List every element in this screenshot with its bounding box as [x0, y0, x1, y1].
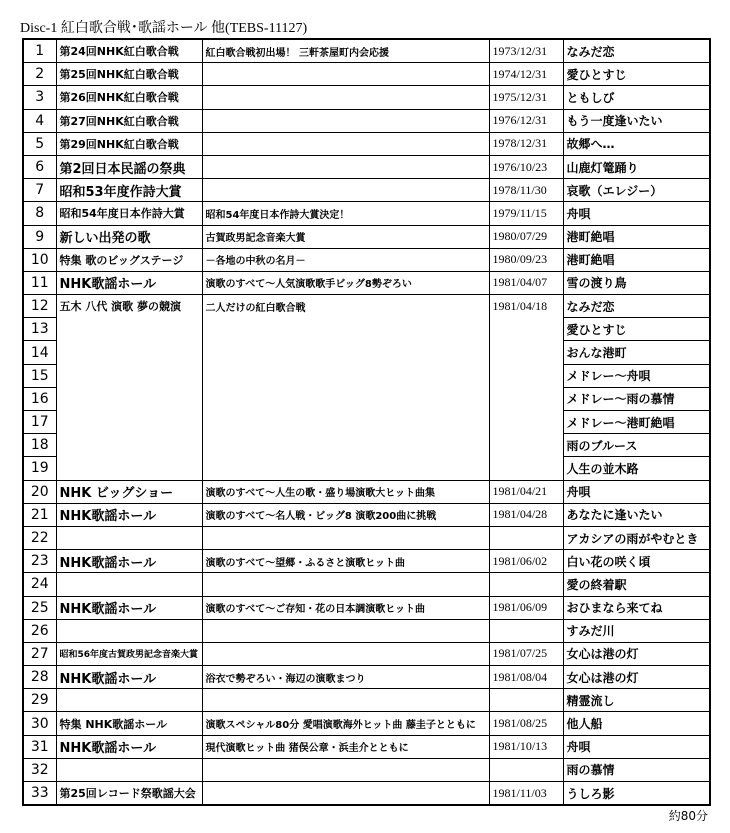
program-name — [56, 689, 202, 712]
broadcast-date — [489, 619, 563, 642]
song-title: あなたに逢いたい — [563, 503, 710, 526]
program-name — [56, 573, 202, 596]
track-number: 11 — [23, 271, 56, 294]
song-title: もう一度逢いたい — [563, 109, 710, 132]
table-row — [23, 596, 710, 619]
song-title: 港町絶唱 — [563, 248, 710, 271]
program-note — [202, 86, 489, 109]
song-title: メドレー～港町絶唱 — [563, 411, 710, 434]
track-number: 19 — [23, 457, 56, 480]
song-title: メドレー～舟唄 — [563, 364, 710, 387]
track-number: 2 — [23, 63, 56, 86]
table-row — [23, 550, 710, 573]
track-number: 29 — [23, 689, 56, 712]
track-number: 23 — [23, 550, 56, 573]
program-name: NHK歌謡ホール — [56, 735, 202, 758]
song-title: 舟唄 — [563, 480, 710, 503]
track-number: 30 — [23, 712, 56, 735]
broadcast-date: 1978/12/31 — [489, 132, 563, 155]
broadcast-date: 1981/06/09 — [489, 596, 563, 619]
track-number: 24 — [23, 573, 56, 596]
track-number: 26 — [23, 619, 56, 642]
track-number: 8 — [23, 202, 56, 225]
song-title: 哀歌（エレジー） — [563, 179, 710, 202]
track-number: 9 — [23, 225, 56, 248]
program-note: 現代演歌ヒット曲 猪俣公章・浜圭介とともに — [202, 735, 489, 758]
program-note — [202, 642, 489, 665]
table-row — [23, 480, 710, 503]
song-title: 雪の渡り鳥 — [563, 271, 710, 294]
track-number: 20 — [23, 480, 56, 503]
track-number: 32 — [23, 758, 56, 781]
program-note — [202, 318, 489, 341]
broadcast-date: 1976/10/23 — [489, 155, 563, 178]
program-name: 第27回NHK紅白歌合戦 — [56, 109, 202, 132]
program-note: 演歌のすべて～人生の歌・盛り場演歌大ヒット曲集 — [202, 480, 489, 503]
track-number: 28 — [23, 666, 56, 689]
broadcast-date — [489, 689, 563, 712]
page-title: Disc-1 紅白歌合戦･歌謡ホール 他(TEBS-11127) — [20, 21, 308, 36]
broadcast-date: 1981/04/28 — [489, 503, 563, 526]
program-name: 第26回NHK紅白歌合戦 — [56, 86, 202, 109]
program-note: 演歌スペシャル80分 愛唱演歌海外ヒット曲 藤圭子とともに — [202, 712, 489, 735]
broadcast-date — [489, 758, 563, 781]
track-number: 22 — [23, 526, 56, 549]
track-table — [22, 38, 711, 806]
song-title: 雨のブルース — [563, 434, 710, 457]
track-number: 27 — [23, 642, 56, 665]
song-title: うしろ影 — [563, 782, 710, 806]
song-title: 女心は港の灯 — [563, 666, 710, 689]
broadcast-date: 1981/08/25 — [489, 712, 563, 735]
track-number: 25 — [23, 596, 56, 619]
program-note — [202, 689, 489, 712]
track-number: 5 — [23, 132, 56, 155]
table-row — [23, 155, 710, 178]
broadcast-date: 1975/12/31 — [489, 86, 563, 109]
program-note — [202, 109, 489, 132]
broadcast-date — [489, 411, 563, 434]
program-note — [202, 619, 489, 642]
song-title: 雨の慕情 — [563, 758, 710, 781]
track-number: 10 — [23, 248, 56, 271]
table-row — [23, 411, 710, 434]
table-row — [23, 63, 710, 86]
program-name: 第2回日本民謡の祭典 — [56, 155, 202, 178]
track-number: 4 — [23, 109, 56, 132]
program-note — [202, 179, 489, 202]
song-title: なみだ恋 — [563, 295, 710, 318]
program-name: 新しい出発の歌 — [56, 225, 202, 248]
broadcast-date: 1981/04/21 — [489, 480, 563, 503]
song-title: 港町絶唱 — [563, 225, 710, 248]
program-name: 第29回NHK紅白歌合戦 — [56, 132, 202, 155]
track-number: 12 — [23, 295, 56, 318]
broadcast-date: 1976/12/31 — [489, 109, 563, 132]
program-note — [202, 387, 489, 410]
program-note: 浴衣で勢ぞろい・海辺の演歌まつり — [202, 666, 489, 689]
song-title: 女心は港の灯 — [563, 642, 710, 665]
table-row — [23, 782, 710, 806]
program-name — [56, 387, 202, 410]
broadcast-date — [489, 573, 563, 596]
program-name: 昭和53年度作詩大賞 — [56, 179, 202, 202]
broadcast-date: 1981/06/02 — [489, 550, 563, 573]
song-title: 愛の終着駅 — [563, 573, 710, 596]
program-name — [56, 526, 202, 549]
program-note: 昭和54年度日本作詩大賞決定！ — [202, 202, 489, 225]
table-row — [23, 689, 710, 712]
program-note: 演歌のすべて～名人戦・ビッグ8 演歌200曲に挑戦 — [202, 503, 489, 526]
song-title: メドレー～雨の慕情 — [563, 387, 710, 410]
track-number: 1 — [23, 39, 56, 63]
program-note — [202, 411, 489, 434]
program-name: 第24回NHK紅白歌合戦 — [56, 39, 202, 63]
program-name: NHK歌謡ホール — [56, 271, 202, 294]
table-row — [23, 225, 710, 248]
song-title: 舟唄 — [563, 735, 710, 758]
song-title: 愛ひとすじ — [563, 63, 710, 86]
program-name: 特集 歌のビッグステージ — [56, 248, 202, 271]
track-number: 33 — [23, 782, 56, 806]
table-row — [23, 39, 710, 63]
program-name: NHK歌謡ホール — [56, 666, 202, 689]
table-row — [23, 86, 710, 109]
song-title: 愛ひとすじ — [563, 318, 710, 341]
broadcast-date — [489, 364, 563, 387]
program-name — [56, 341, 202, 364]
broadcast-date: 1981/11/03 — [489, 782, 563, 806]
program-note: 演歌のすべて～ご存知・花の日本調演歌ヒット曲 — [202, 596, 489, 619]
broadcast-date: 1979/11/15 — [489, 202, 563, 225]
track-number: 18 — [23, 434, 56, 457]
program-name — [56, 434, 202, 457]
table-row — [23, 248, 710, 271]
program-note — [202, 341, 489, 364]
program-name — [56, 318, 202, 341]
broadcast-date: 1981/04/18 — [489, 295, 563, 318]
total-duration: 約80分 — [668, 809, 708, 823]
program-note: －各地の中秋の名月－ — [202, 248, 489, 271]
program-name: NHK歌謡ホール — [56, 596, 202, 619]
track-number: 15 — [23, 364, 56, 387]
table-row — [23, 712, 710, 735]
track-number: 21 — [23, 503, 56, 526]
track-number: 3 — [23, 86, 56, 109]
track-number: 16 — [23, 387, 56, 410]
program-name: 第25回NHK紅白歌合戦 — [56, 63, 202, 86]
program-note: 演歌のすべて～人気演歌歌手ビッグ8勢ぞろい — [202, 271, 489, 294]
program-name — [56, 758, 202, 781]
song-title: 他人船 — [563, 712, 710, 735]
program-name: 五木 八代 演歌 夢の競演 — [56, 295, 202, 318]
broadcast-date: 1980/07/29 — [489, 225, 563, 248]
broadcast-date: 1981/07/25 — [489, 642, 563, 665]
program-name: 昭和56年度古賀政男記念音楽大賞 — [56, 642, 202, 665]
track-number: 14 — [23, 341, 56, 364]
track-number: 7 — [23, 179, 56, 202]
program-note — [202, 573, 489, 596]
song-title: おんな港町 — [563, 341, 710, 364]
program-name: 第25回レコード祭歌謡大会 — [56, 782, 202, 806]
program-name: NHK歌謡ホール — [56, 550, 202, 573]
track-number: 17 — [23, 411, 56, 434]
program-note — [202, 132, 489, 155]
song-title: 山鹿灯篭踊り — [563, 155, 710, 178]
broadcast-date: 1974/12/31 — [489, 63, 563, 86]
broadcast-date: 1981/04/07 — [489, 271, 563, 294]
broadcast-date: 1973/12/31 — [489, 39, 563, 63]
program-name — [56, 619, 202, 642]
broadcast-date: 1980/09/23 — [489, 248, 563, 271]
program-name — [56, 364, 202, 387]
program-note — [202, 63, 489, 86]
program-note — [202, 758, 489, 781]
table-row — [23, 735, 710, 758]
song-title: すみだ川 — [563, 619, 710, 642]
broadcast-date: 1981/10/13 — [489, 735, 563, 758]
program-note: 古賀政男記念音楽大賞 — [202, 225, 489, 248]
track-number: 6 — [23, 155, 56, 178]
program-note — [202, 526, 489, 549]
program-name: 特集 NHK歌謡ホール — [56, 712, 202, 735]
table-row — [23, 341, 710, 364]
song-title: 人生の並木路 — [563, 457, 710, 480]
program-name — [56, 457, 202, 480]
table-row — [23, 132, 710, 155]
broadcast-date — [489, 526, 563, 549]
program-note — [202, 457, 489, 480]
table-row — [23, 271, 710, 294]
table-row — [23, 318, 710, 341]
table-row — [23, 526, 710, 549]
table-row — [23, 295, 710, 318]
broadcast-date — [489, 457, 563, 480]
table-row — [23, 364, 710, 387]
song-title: ともしび — [563, 86, 710, 109]
table-row — [23, 109, 710, 132]
broadcast-date — [489, 434, 563, 457]
program-note — [202, 434, 489, 457]
broadcast-date — [489, 387, 563, 410]
song-title: 精霊流し — [563, 689, 710, 712]
song-title: アカシアの雨がやむとき — [563, 526, 710, 549]
program-note: 二人だけの紅白歌合戦 — [202, 295, 489, 318]
song-title: なみだ恋 — [563, 39, 710, 63]
table-row — [23, 434, 710, 457]
program-note — [202, 782, 489, 806]
table-row — [23, 573, 710, 596]
program-note: 演歌のすべて～望郷・ふるさと演歌ヒット曲 — [202, 550, 489, 573]
song-title: 故郷へ… — [563, 132, 710, 155]
program-name: NHK ビッグショー — [56, 480, 202, 503]
table-row — [23, 619, 710, 642]
broadcast-date: 1978/11/30 — [489, 179, 563, 202]
table-row — [23, 179, 710, 202]
table-row — [23, 758, 710, 781]
program-note — [202, 155, 489, 178]
program-name — [56, 411, 202, 434]
table-row — [23, 202, 710, 225]
broadcast-date — [489, 341, 563, 364]
table-row — [23, 642, 710, 665]
table-row — [23, 387, 710, 410]
track-number: 31 — [23, 735, 56, 758]
song-title: 白い花の咲く頃 — [563, 550, 710, 573]
track-table-body — [23, 39, 710, 805]
track-number: 13 — [23, 318, 56, 341]
broadcast-date: 1981/08/04 — [489, 666, 563, 689]
table-row — [23, 457, 710, 480]
program-name: 昭和54年度日本作詩大賞 — [56, 202, 202, 225]
program-name: NHK歌謡ホール — [56, 503, 202, 526]
program-note — [202, 364, 489, 387]
program-note: 紅白歌合戦初出場！ 三軒茶屋町内会応援 — [202, 39, 489, 63]
table-row — [23, 503, 710, 526]
table-row — [23, 666, 710, 689]
song-title: 舟唄 — [563, 202, 710, 225]
broadcast-date — [489, 318, 563, 341]
song-title: おひまなら来てね — [563, 596, 710, 619]
